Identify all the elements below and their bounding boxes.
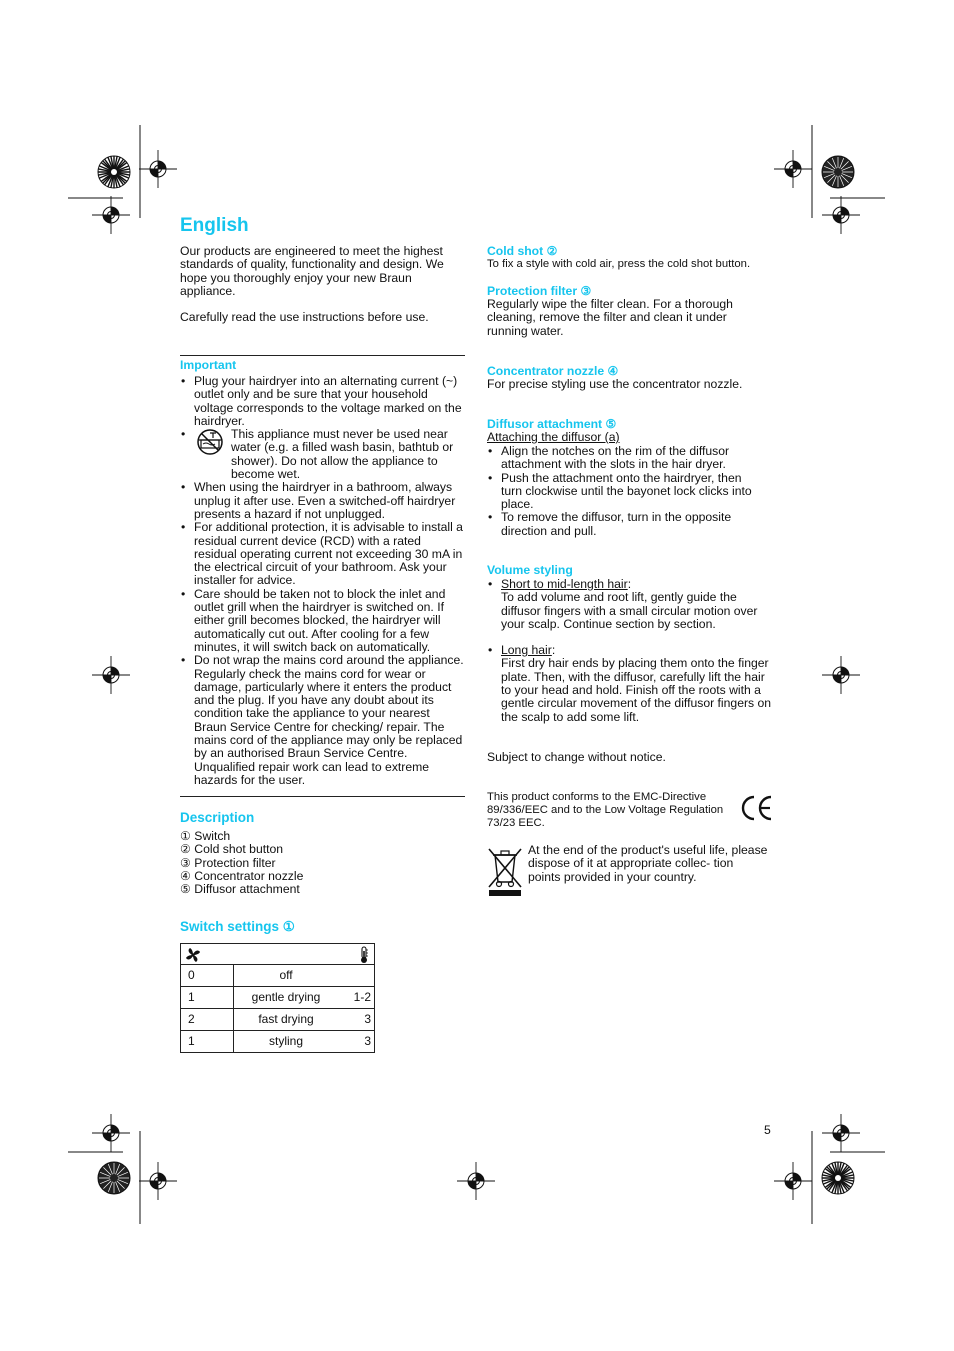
- fan-icon: [185, 947, 201, 963]
- list-item: ③ Protection filter: [180, 855, 276, 870]
- disposal-text: At the end of the product's useful life, please dispose of it at appropriate collec- tion points provided in your country.: [528, 843, 768, 884]
- list-item: • Plug your hairdryer into an alternating current (~) outlet only and be sure that your household voltage corresponds to the voltage marked on the hairdryer.: [180, 375, 465, 428]
- long-hair-text: First dry hair ends by placing them onto the finger plate. Then, with the diffusor, carefully lift the hair to your head and hold. Finish off the roots with a gentle circular movement of the diffusor fingers on the scalp to add some lift.: [501, 656, 772, 724]
- table-header-row: [181, 944, 375, 965]
- list-item: • For additional protection, it is advisable to install a residual current device (RCD) with a rated residual operating current not exceeding 30 mA in the electrical circuit of your bathroom. Ask your installer for advice.: [180, 521, 465, 587]
- short-hair-text: To add volume and root lift, gently guide the diffusor fingers with a small circular motion over your scalp. Continue section by section.: [501, 590, 758, 631]
- switch-position: 1: [181, 1031, 234, 1053]
- switch-position: 1: [181, 987, 234, 1009]
- intro-instruction: Carefully read the use instructions before use.: [180, 310, 429, 324]
- table-row: [181, 987, 375, 1009]
- important-heading: Important: [180, 358, 237, 372]
- list-item: • Long hair: First dry hair ends by placing them onto the finger plate. Then, with the diffusor, carefully lift the hair to your head and hold. Finish off the roots with a gentle circular movement of the diffusor fingers on the scalp to add some lift.: [487, 644, 772, 724]
- important-list: [180, 375, 465, 787]
- long-hair-label: Long hair: [501, 643, 552, 658]
- protection-filter-text: Regularly wipe the filter clean. For a thorough cleaning, remove the filter and clean it under running water.: [487, 297, 733, 338]
- description-heading: Description: [180, 810, 255, 825]
- temperature-level: 3: [338, 1009, 375, 1031]
- page-title: English: [180, 215, 249, 236]
- section-divider: [180, 355, 465, 356]
- list-item: ④ Concentrator nozzle: [180, 868, 304, 883]
- list-item: • When using the hairdryer in a bathroom, always unplug it after use. Even a switched-off hairdryer presents a hazard if not unplugged.: [180, 481, 465, 521]
- concentrator-text: For precise styling use the concentrator nozzle.: [487, 377, 743, 391]
- list-item: • Short to mid-length hair: To add volume and root lift, gently guide the diffusor fingers with a small circular motion over your scalp. Continue section by section.: [487, 578, 772, 631]
- diffusor-heading: Diffusor attachment ⑤: [487, 417, 617, 431]
- switch-position: 0: [181, 965, 234, 987]
- table-row: [181, 1009, 375, 1031]
- cold-shot-text: To fix a style with cold air, press the cold shot button.: [487, 258, 751, 270]
- setting-label: off: [234, 965, 339, 987]
- list-item: ② Cold shot button: [180, 842, 284, 857]
- list-item: [180, 428, 465, 481]
- switch-settings-heading: Switch settings ①: [180, 919, 295, 934]
- temperature-level: 3: [338, 1031, 375, 1053]
- no-water-icon: [195, 429, 225, 455]
- ce-mark-icon: [740, 794, 774, 822]
- list-item: • Care should be taken not to block the inlet and outlet grill when the hairdryer is switched on. If either grill becomes blocked, the hairdryer will automatically cut out. After cooling for a few minutes, it will switch back on automatically.: [180, 588, 465, 654]
- protection-filter-heading: Protection filter ③: [487, 284, 592, 298]
- switch-settings-table: [180, 943, 375, 1053]
- temperature-level: [338, 965, 375, 987]
- list-item-text: This appliance must never be used near water (e.g. a filled wash basin, bathtub or shower). Do not allow the appliance to become wet.: [231, 427, 454, 482]
- cold-shot-heading: Cold shot ②: [487, 244, 558, 258]
- temperature-level: 1-2: [338, 987, 375, 1009]
- table-row: [181, 1031, 375, 1053]
- conformity-text: This product conforms to the EMC-Directive 89/336/EEC and to the Low Voltage Regulation 73/23 EEC.: [487, 791, 724, 830]
- section-divider: [180, 796, 465, 797]
- page-number: 5: [764, 1123, 771, 1137]
- list-item: • Align the notches on the rim of the diffusor attachment with the slots in the hair dryer.: [487, 445, 757, 472]
- intro-paragraph: Our products are engineered to meet the highest standards of quality, functionality and design. We hope you thoroughly enjoy your new Braun appliance.: [180, 244, 444, 298]
- setting-label: fast drying: [234, 1009, 339, 1031]
- volume-list: [487, 578, 772, 724]
- short-hair-label: Short to mid-length hair: [501, 577, 628, 591]
- change-notice: Subject to change without notice.: [487, 750, 666, 764]
- thermometer-icon: [359, 946, 369, 964]
- concentrator-heading: Concentrator nozzle ④: [487, 364, 619, 378]
- list-item: • Do not wrap the mains cord around the appliance. Regularly check the mains cord for wear or damage, particularly where it enters the product and the plug. If you have any doubt about its condition take the appliance to your nearest Braun Service Centre for checking/ repair. The mains cord of the appliance may only be replaced by an authorised Braun Service Centre. Unqualified repair work can lead to extreme hazards for the user.: [180, 654, 465, 787]
- description-list: [180, 830, 465, 896]
- list-item: ① Switch: [180, 829, 231, 843]
- diffusor-list: [487, 445, 757, 538]
- setting-label: styling: [234, 1031, 339, 1053]
- diffusor-subheading: Attaching the diffusor (a): [487, 430, 620, 444]
- list-item: • To remove the diffusor, turn in the opposite direction and pull.: [487, 511, 757, 538]
- table-row: [181, 965, 375, 987]
- setting-label: gentle drying: [234, 987, 339, 1009]
- list-item: • Push the attachment onto the hairdryer, then turn clockwise until the bayonet lock clicks into place.: [487, 472, 757, 512]
- switch-position: 2: [181, 1009, 234, 1031]
- volume-heading: Volume styling: [487, 563, 573, 577]
- weee-bin-icon: [487, 846, 523, 898]
- list-item: ⑤ Diffusor attachment: [180, 882, 300, 897]
